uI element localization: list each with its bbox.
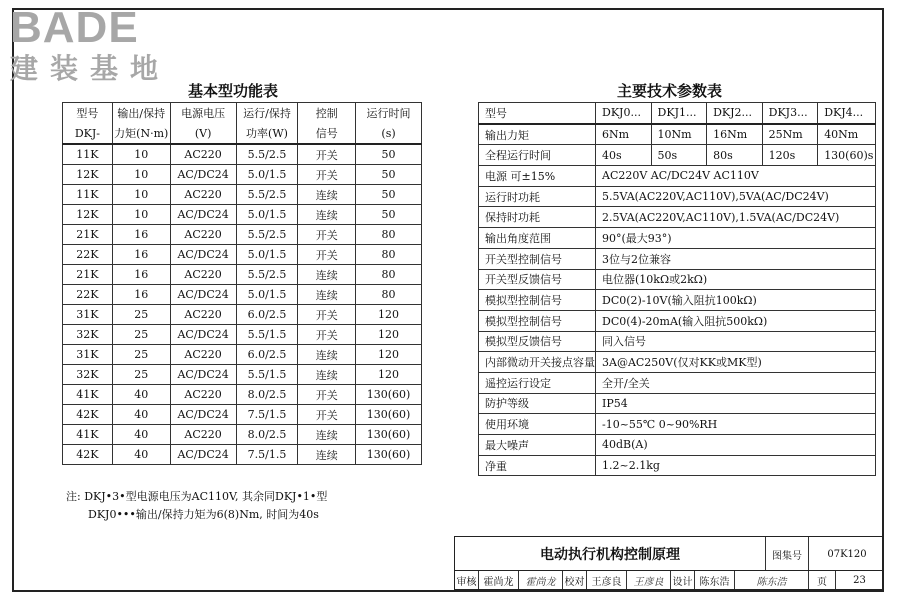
table1-header-cell: 电源电压	[170, 103, 236, 124]
table1-cell: 10	[112, 165, 170, 185]
table1-cell: 开关	[298, 165, 356, 185]
table1-cell: 10	[112, 144, 170, 165]
table2-cell: 25Nm	[762, 124, 818, 145]
table1-title: 基本型功能表	[188, 82, 279, 100]
table2-row	[479, 207, 876, 228]
table2-row	[479, 269, 876, 290]
table1-cell: 连续	[298, 185, 356, 205]
table1-cell: 80	[356, 225, 422, 245]
table1-cell: 120	[356, 365, 422, 385]
table2-row	[479, 248, 876, 269]
table1-cell: 开关	[298, 385, 356, 405]
table1-cell: 31K	[63, 345, 113, 365]
table2-param-name: 电源 可±15%	[479, 166, 596, 187]
table1-cell: 80	[356, 265, 422, 285]
table1-cell: 32K	[63, 365, 113, 385]
table1-cell: AC220	[170, 225, 236, 245]
table1-cell: 6.0/2.5	[236, 305, 298, 325]
table2-row	[479, 310, 876, 331]
table1-cell: 25	[112, 305, 170, 325]
table1-cell: AC/DC24	[170, 365, 236, 385]
table1-cell: AC/DC24	[170, 245, 236, 265]
table1-cell: 8.0/2.5	[236, 425, 298, 445]
table1-row	[63, 345, 422, 365]
table1-cell: 10	[112, 205, 170, 225]
checker-name: 王彦良	[587, 571, 627, 589]
table2-param-name: 模拟型控制信号	[479, 310, 596, 331]
table1-cell: 40	[112, 385, 170, 405]
table1-row	[63, 144, 422, 165]
table2-cell: DKJ3...	[762, 103, 818, 124]
table1-cell: 50	[356, 165, 422, 185]
table2-cell: 型号	[479, 103, 596, 124]
table1-header-cell: (s)	[356, 123, 422, 144]
table1-cell: 41K	[63, 425, 113, 445]
table1-row	[63, 185, 422, 205]
table1-cell: 130(60)	[356, 445, 422, 465]
table2-cell: 80s	[707, 145, 763, 166]
checker-signature: 王彦良	[627, 571, 671, 589]
table1-header-cell: 型号	[63, 103, 113, 124]
table1-header-cell: 运行/保持	[236, 103, 298, 124]
table1-cell: 120	[356, 325, 422, 345]
reviewer-signature: 霍尚龙	[519, 571, 563, 589]
table2-param-value: 40dB(A)	[596, 435, 876, 456]
table1-cell: 40	[112, 405, 170, 425]
table2-param-value: 同入信号	[596, 331, 876, 352]
table1-cell: 连续	[298, 205, 356, 225]
table1-cell: 连续	[298, 265, 356, 285]
table2-param-value: 1.2~2.1kg	[596, 455, 876, 476]
table2-row	[479, 455, 876, 476]
table2-cell: 10Nm	[651, 124, 707, 145]
table1-header-cell: DKJ-	[63, 123, 113, 144]
table1-cell: 130(60)	[356, 405, 422, 425]
table1-row	[63, 225, 422, 245]
table2-param-name: 使用环境	[479, 414, 596, 435]
table1-cell: AC/DC24	[170, 325, 236, 345]
table2-cell: 6Nm	[596, 124, 652, 145]
table1-cell: AC220	[170, 385, 236, 405]
table1-cell: 连续	[298, 445, 356, 465]
table2-row	[479, 331, 876, 352]
table1-cell: 40	[112, 425, 170, 445]
table1-cell: 16	[112, 285, 170, 305]
table1-cell: 25	[112, 325, 170, 345]
table1-cell: AC220	[170, 305, 236, 325]
table1-row	[63, 305, 422, 325]
logo-brand: BADE	[10, 3, 139, 52]
table1-row	[63, 385, 422, 405]
table1-cell: 50	[356, 205, 422, 225]
table2-cell: DKJ2...	[707, 103, 763, 124]
table1-cell: 16	[112, 225, 170, 245]
table1-cell: 22K	[63, 285, 113, 305]
table2-param-name: 开关型控制信号	[479, 248, 596, 269]
note-line-1: 注: DKJ•3•型电源电压为AC110V, 其余同DKJ•1•型	[66, 490, 328, 503]
table1-cell: AC/DC24	[170, 165, 236, 185]
table1-header-cell: 信号	[298, 123, 356, 144]
table1-cell: 8.0/2.5	[236, 385, 298, 405]
table1-row	[63, 445, 422, 465]
table2-row	[479, 352, 876, 373]
table2-param-name: 运行时功耗	[479, 186, 596, 207]
table1-cell: 42K	[63, 405, 113, 425]
table1-cell: 11K	[63, 185, 113, 205]
table2-param-value: 全开/全关	[596, 372, 876, 393]
table1-header-cell: (V)	[170, 123, 236, 144]
table1-cell: 21K	[63, 265, 113, 285]
table2-param-value: DC0(4)-20mA(输入阻抗500kΩ)	[596, 310, 876, 331]
table1-header-row	[63, 123, 422, 144]
table1-cell: 42K	[63, 445, 113, 465]
table2-param-name: 遥控运行设定	[479, 372, 596, 393]
table1-cell: 开关	[298, 144, 356, 165]
table1-cell: 开关	[298, 325, 356, 345]
designer-signature: 陈东浩	[735, 571, 809, 589]
table2-cell: DKJ4...	[818, 103, 876, 124]
table2-param-value: 3A@AC250V(仅对KK或MK型)	[596, 352, 876, 373]
table2-title: 主要技术参数表	[617, 82, 723, 100]
table1-cell: 5.0/1.5	[236, 245, 298, 265]
table1-cell: AC/DC24	[170, 405, 236, 425]
table2-cell: 50s	[651, 145, 707, 166]
signature-row	[454, 570, 884, 590]
table2-param-name: 模拟型控制信号	[479, 290, 596, 311]
table1-cell: 120	[356, 345, 422, 365]
table1-cell: 5.5/1.5	[236, 365, 298, 385]
table1-cell: 7.5/1.5	[236, 405, 298, 425]
table1-cell: 开关	[298, 405, 356, 425]
table1-cell: 40	[112, 445, 170, 465]
table2-row	[479, 393, 876, 414]
table1-header-cell: 运行时间	[356, 103, 422, 124]
table1-cell: 开关	[298, 245, 356, 265]
reviewer-name: 霍尚龙	[479, 571, 519, 589]
table2-row	[479, 186, 876, 207]
table1-cell: 32K	[63, 325, 113, 345]
table1-cell: 开关	[298, 225, 356, 245]
table1-header-cell: 控制	[298, 103, 356, 124]
logo-sub: 建装基地	[10, 52, 171, 85]
table1-cell: 41K	[63, 385, 113, 405]
table2-param-name: 模拟型反馈信号	[479, 331, 596, 352]
table2-torque-row	[479, 124, 876, 145]
designer-name: 陈东浩	[695, 571, 735, 589]
table1-cell: 连续	[298, 345, 356, 365]
atlas-number: 07K120	[827, 548, 867, 560]
design-label: 设计	[671, 571, 695, 589]
table1-cell: 5.0/1.5	[236, 165, 298, 185]
table1-header-cell: 功率(W)	[236, 123, 298, 144]
table2-runtime-row	[479, 145, 876, 166]
table1-cell: AC220	[170, 345, 236, 365]
table1-cell: AC220	[170, 425, 236, 445]
table2-param-name: 开关型反馈信号	[479, 269, 596, 290]
table1-cell: 80	[356, 245, 422, 265]
table1-cell: 5.0/1.5	[236, 285, 298, 305]
table2-cell: 全程运行时间	[479, 145, 596, 166]
table1-cell: 5.5/1.5	[236, 325, 298, 345]
table1-cell: 16	[112, 245, 170, 265]
table2-param-name: 净重	[479, 455, 596, 476]
table1-row	[63, 425, 422, 445]
table1-cell: 5.0/1.5	[236, 205, 298, 225]
table2-param-value: 3位与2位兼容	[596, 248, 876, 269]
table2-param-value: IP54	[596, 393, 876, 414]
table1-cell: 16	[112, 265, 170, 285]
spec-table	[478, 102, 876, 476]
table2-param-name: 内部微动开关接点容量	[479, 352, 596, 373]
table2-header-row	[479, 103, 876, 124]
title-block	[454, 536, 884, 592]
table1-row	[63, 205, 422, 225]
table1-cell: 12K	[63, 165, 113, 185]
table1-cell: AC/DC24	[170, 285, 236, 305]
table1-cell: 50	[356, 185, 422, 205]
table1-cell: 31K	[63, 305, 113, 325]
table2-row	[479, 290, 876, 311]
table1-cell: 50	[356, 144, 422, 165]
page-label: 页	[809, 571, 836, 589]
table1-header-row	[63, 103, 422, 124]
check-label: 校对	[563, 571, 587, 589]
table2-param-name: 最大噪声	[479, 435, 596, 456]
table2-cell: 40s	[596, 145, 652, 166]
table1-cell: 5.5/2.5	[236, 185, 298, 205]
table2-param-value: AC220V AC/DC24V AC110V	[596, 166, 876, 187]
table1-row	[63, 165, 422, 185]
note-line-2: DKJ0•••输出/保持力矩为6(8)Nm, 时间为40s	[88, 508, 319, 521]
table2-param-value: 5.5VA(AC220V,AC110V),5VA(AC/DC24V)	[596, 186, 876, 207]
table1-cell: 开关	[298, 305, 356, 325]
table1-cell: 10	[112, 185, 170, 205]
table2-row	[479, 166, 876, 187]
table1-header-cell: 力矩(N·m)	[112, 123, 170, 144]
table1-row	[63, 325, 422, 345]
atlas-label: 图集号	[766, 537, 809, 571]
table1-cell: 21K	[63, 225, 113, 245]
table1-cell: 连续	[298, 285, 356, 305]
table1-row	[63, 285, 422, 305]
table1-cell: AC/DC24	[170, 205, 236, 225]
table1-cell: 120	[356, 305, 422, 325]
table2-cell: 120s	[762, 145, 818, 166]
table1-cell: AC/DC24	[170, 445, 236, 465]
table1-cell: 5.5/2.5	[236, 225, 298, 245]
table1-cell: 5.5/2.5	[236, 144, 298, 165]
table2-cell: DKJ0...	[596, 103, 652, 124]
table1-cell: AC220	[170, 185, 236, 205]
table1-cell: 11K	[63, 144, 113, 165]
page-number: 23	[853, 574, 866, 586]
table1-cell: 22K	[63, 245, 113, 265]
table2-param-value: 电位器(10kΩ或2kΩ)	[596, 269, 876, 290]
function-table	[62, 102, 422, 465]
table2-cell: DKJ1...	[651, 103, 707, 124]
table1-header-cell: 输出/保持	[112, 103, 170, 124]
table1-cell: 连续	[298, 425, 356, 445]
table2-param-value: 90°(最大93°)	[596, 228, 876, 249]
table1-cell: 130(60)	[356, 425, 422, 445]
table2-row	[479, 372, 876, 393]
table2-cell: 130(60)s	[818, 145, 876, 166]
table1-cell: 80	[356, 285, 422, 305]
table2-param-value: DC0(2)-10V(输入阻抗100kΩ)	[596, 290, 876, 311]
drawing-title: 电动执行机构控制原理	[455, 537, 766, 571]
table1-cell: 12K	[63, 205, 113, 225]
table1-cell: AC220	[170, 265, 236, 285]
table2-param-name: 保持时功耗	[479, 207, 596, 228]
table2-cell: 16Nm	[707, 124, 763, 145]
table2-row	[479, 435, 876, 456]
review-label: 审核	[455, 571, 479, 589]
table2-cell: 输出力矩	[479, 124, 596, 145]
logo	[10, 3, 180, 88]
table1-cell: AC220	[170, 144, 236, 165]
table1-cell: 25	[112, 365, 170, 385]
table2-row	[479, 414, 876, 435]
table2-cell: 40Nm	[818, 124, 876, 145]
table1-cell: 25	[112, 345, 170, 365]
table2-param-value: -10~55℃ 0~90%RH	[596, 414, 876, 435]
table1-cell: 6.0/2.5	[236, 345, 298, 365]
table2-param-value: 2.5VA(AC220V,AC110V),1.5VA(AC/DC24V)	[596, 207, 876, 228]
table1-row	[63, 405, 422, 425]
table1-cell: 7.5/1.5	[236, 445, 298, 465]
table1-cell: 130(60)	[356, 385, 422, 405]
table1-cell: 5.5/2.5	[236, 265, 298, 285]
table1-row	[63, 365, 422, 385]
table2-row	[479, 228, 876, 249]
table1-row	[63, 265, 422, 285]
table2-param-name: 输出角度范围	[479, 228, 596, 249]
table1-row	[63, 245, 422, 265]
table2-param-name: 防护等级	[479, 393, 596, 414]
table1-cell: 连续	[298, 365, 356, 385]
